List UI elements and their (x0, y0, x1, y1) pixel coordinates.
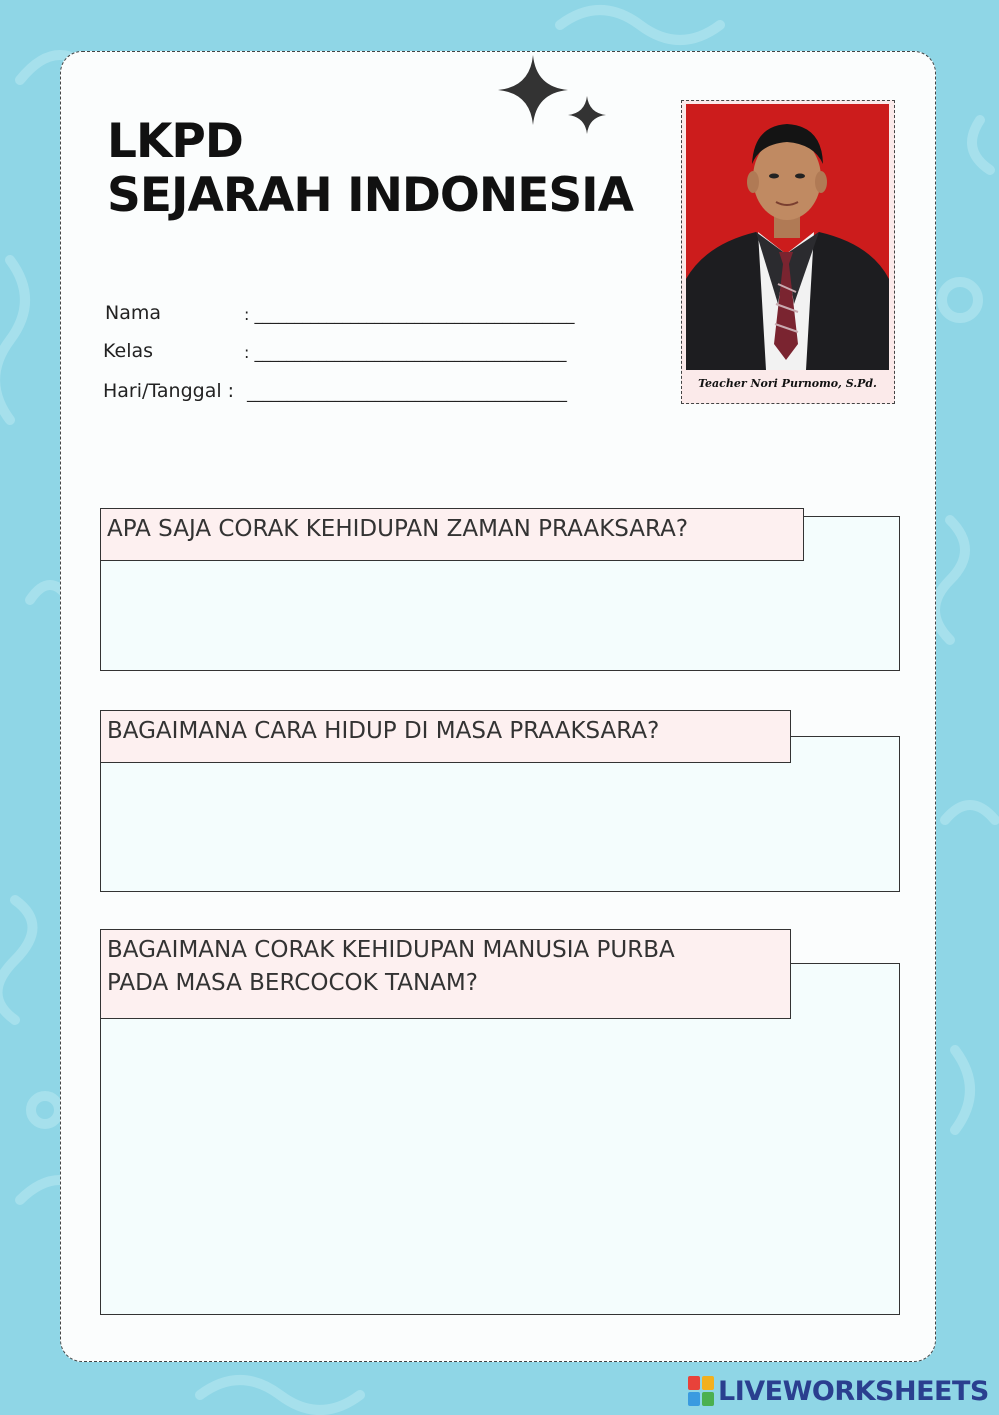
question-3-text-line1: BAGAIMANA CORAK KEHIDUPAN MANUSIA PURBA (107, 937, 675, 963)
teacher-photo (686, 104, 889, 370)
question-2-text: BAGAIMANA CARA HIDUP DI MASA PRAAKSARA? (107, 718, 660, 744)
photo-caption: Teacher Nori Purnomo, S.Pd. (698, 377, 877, 390)
large-sparkle-icon (498, 55, 568, 125)
small-sparkle-icon (568, 96, 606, 134)
worksheet-title-line2: SEJARAH INDONESIA (107, 168, 634, 223)
kelas-label: Kelas (103, 340, 154, 362)
question-3-text-line2: PADA MASA BERCOCOK TANAM? (107, 970, 478, 997)
question-1-text: APA SAJA CORAK KEHIDUPAN ZAMAN PRAAKSARA? (107, 516, 689, 542)
teacher-photo-frame (681, 100, 895, 404)
question-label-1 (100, 508, 804, 561)
question-label-3 (100, 929, 791, 1019)
nama-label: Nama (105, 302, 162, 324)
kelas-blank[interactable]: : _______________________________________ (244, 343, 567, 362)
hari-tanggal-blank[interactable]: ________________________________________ (247, 383, 567, 402)
question-label-2 (100, 710, 791, 763)
liveworksheets-logo-icon (688, 1376, 714, 1406)
nama-blank[interactable]: : ________________________________________ (244, 305, 575, 324)
brand-name: LIVEWORKSHEETS (718, 1375, 989, 1407)
hari-tanggal-label: Hari/Tanggal : (103, 380, 235, 402)
worksheet-title-line1: LKPD (107, 114, 243, 169)
worksheet-card (60, 51, 936, 1362)
liveworksheets-branding[interactable] (688, 1374, 989, 1408)
